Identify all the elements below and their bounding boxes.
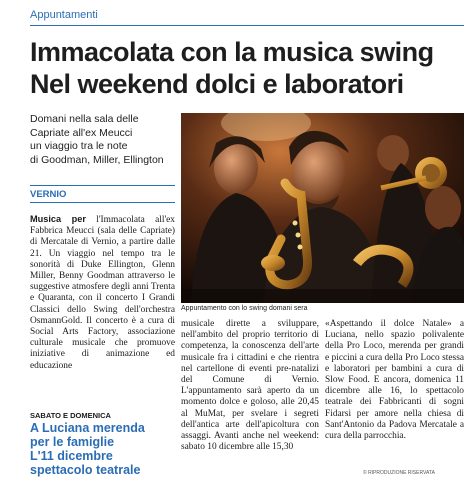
- lead-in: Musica per: [30, 214, 86, 224]
- column-1-text: l'Immacolata all'ex Fabbrica Meucci (sala delle Capriate) di Mercatale di Vernio, a partire dalle 21. Un viaggio nel tempo tra le sonorità di Duke Ellington, Glenn Miller, Benny Goodman attraverso le suggestive atmosfere degli anni Trenta e Quaranta, con il concerto I Grandi Classici dello Swing dell'orchestra OsmannGold. Il concerto è a cura di Social Arts Factory, associazione culturale musicale che promuove iniziative di animazione ed educazione: [30, 215, 175, 371]
- copyright-icon: ©: [363, 470, 367, 476]
- subheading-line-3: un viaggio tra le note: [30, 140, 128, 152]
- subheading-line-1: Domani nella sala delle: [30, 113, 139, 125]
- article-column-3: [325, 319, 464, 442]
- section-label: Appuntamenti: [30, 9, 98, 21]
- column-3-text: «Aspettando il dolce Natale» a Luciana, nello spazio polivalente della Pro Loco, merenda per grandi e piccini a cura della Pro Loco stessa e laboratori per bambini a cura di Slow Food. E ancora, domenica 11 dicembre alle 16, lo spettacolo teatrale dei Fabbricanti di sogni Fidarsi per amore nella chiesa di Sant'Antonio da Padova Mercatale a cura della parrocchia.: [325, 319, 464, 442]
- headline: [30, 36, 470, 100]
- swing-band-photo: [181, 113, 464, 303]
- subheading-line-2: Capriate all'ex Meucci: [30, 126, 133, 139]
- headline-line-2: Nel weekend dolci e laboratori: [30, 69, 404, 99]
- sidebox-title: [30, 421, 175, 477]
- copyright-text: RIPRODUZIONE RISERVATA: [368, 470, 435, 476]
- copyright-notice: [363, 470, 435, 476]
- article-column-2: [181, 319, 319, 453]
- subheading: [30, 113, 175, 167]
- band-photo-illustration: [181, 113, 464, 303]
- article-column-1: [30, 214, 175, 372]
- sidebox-title-line-1: A Luciana merenda: [30, 421, 145, 435]
- section-rule: [30, 25, 464, 26]
- sidebox-kicker: SABATO E DOMENICA: [30, 411, 111, 420]
- sidebox-title-line-4: spettacolo teatrale: [30, 463, 141, 477]
- place-label: VERNIO: [30, 189, 67, 200]
- sidebox-title-line-3: L'11 dicembre: [30, 449, 113, 463]
- photo-caption: Appuntamento con lo swing domani sera: [181, 305, 308, 312]
- subheading-line-4: di Goodman, Miller, Ellington: [30, 153, 164, 166]
- headline-line-1: Immacolata con la musica swing: [30, 37, 434, 67]
- place-bar: [30, 185, 175, 203]
- column-2-text: musicale dirette a sviluppare, nell'ambito del proprio territorio di competenza, la conoscenza dell'arte musicale fra i cittadini e che rientra nel cartellone di eventi pre-natalizi del Comune di Vernio. L'appuntamento sarà aperto da un momento dolce e goloso, alle 20,45 al MuMat, per svelare i segreti dell'antica arte dell'apicoltura con assaggi. Avanti anche nel weekend: sabato 10 dicembre alle 15,30: [181, 319, 319, 453]
- sidebox-title-line-2: per le famiglie: [30, 435, 115, 449]
